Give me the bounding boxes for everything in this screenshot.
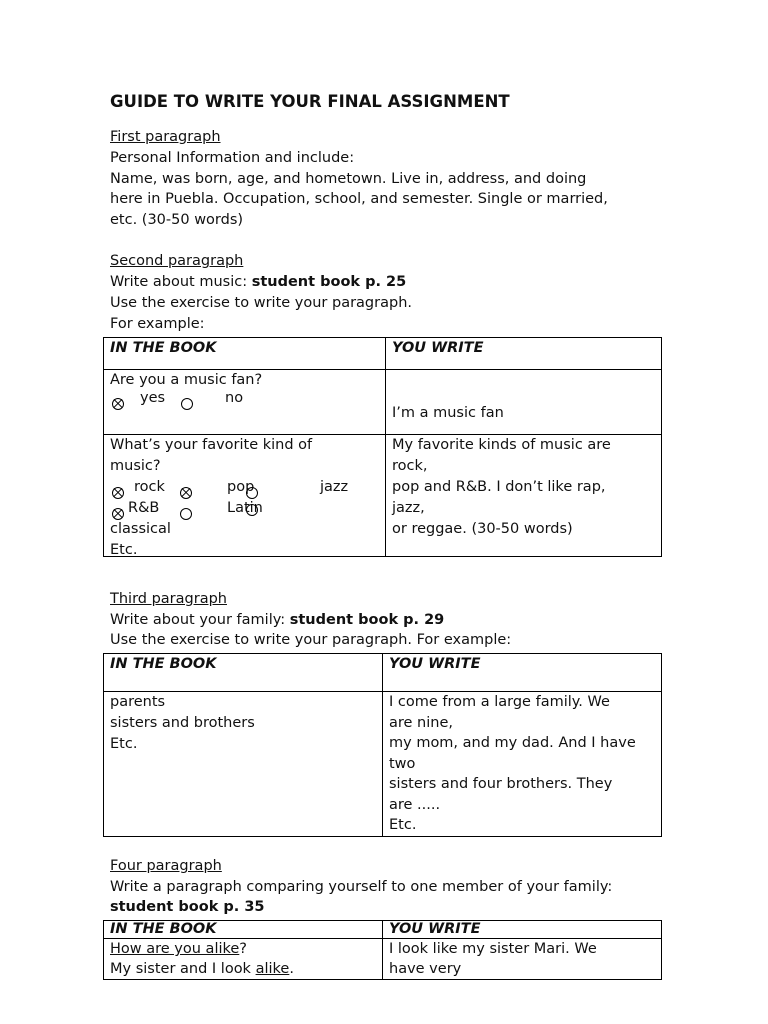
compare-book-cell (104, 939, 383, 980)
compare-table (103, 920, 662, 980)
option-jazz: jazz (320, 479, 349, 495)
p2-book-ref: student book p. 25 (251, 274, 407, 290)
music-table-header-write: YOU WRITE (386, 338, 662, 370)
option-no: no (225, 390, 244, 406)
p4-line-1: Write a paragraph comparing yourself to one member of your family: (110, 879, 613, 895)
family-answer-line: Etc. (389, 817, 417, 833)
music-answer-line: jazz, (392, 500, 425, 516)
first-paragraph-heading: First paragraph (110, 129, 221, 145)
music-answer-line: rock, (392, 458, 428, 474)
p2-line-2: Use the exercise to write your paragraph. (110, 295, 412, 311)
compare-table-header-write: YOU WRITE (383, 921, 662, 939)
option-rnb: R&B (128, 500, 160, 516)
compare-book-line-1 (110, 939, 376, 959)
family-table-header-book: IN THE BOOK (104, 654, 383, 692)
p1-line-1: Personal Information and include: (110, 150, 355, 166)
music-fan-question: Are you a music fan? (110, 372, 263, 388)
compare-answer-line: I look like my sister Mari. We (389, 941, 597, 957)
p2-line-3: For example: (110, 316, 205, 332)
page-title: GUIDE TO WRITE YOUR FINAL ASSIGNMENT (110, 92, 510, 111)
p2-line-1-text: Write about music: (110, 274, 252, 290)
compare-answer-line: have very (389, 961, 462, 977)
p1-line-3: here in Puebla. Occupation, school, and semester. Single or married, (110, 191, 608, 207)
checked-box-icon (112, 398, 124, 410)
music-table (103, 337, 662, 557)
music-answer-line: or reggae. (30-50 words) (392, 521, 573, 537)
compare-table-header-book: IN THE BOOK (104, 921, 383, 939)
family-answer-line: are nine, (389, 714, 453, 731)
checked-box-icon (112, 487, 124, 499)
family-answer-line: my mom, and my dad. And I have (389, 735, 636, 751)
music-answer-line: pop and R&B. I don’t like rap, (392, 479, 606, 495)
family-table (103, 653, 662, 837)
p1-line-2: Name, was born, age, and hometown. Live in, address, and doing (110, 171, 587, 187)
family-book-line: Etc. (110, 736, 138, 752)
family-book-cell (104, 692, 383, 837)
p3-line-2: Use the exercise to write your paragraph. For example: (110, 632, 512, 648)
compare-answer-cell (383, 939, 662, 980)
family-answer-line: sisters and four brothers. They (389, 776, 613, 792)
compare-book-line-2 (110, 959, 376, 979)
second-paragraph-heading: Second paragraph (110, 253, 244, 269)
option-rock: rock (134, 479, 165, 495)
compare-answer-prefix: My sister and I look (110, 961, 256, 977)
checked-box-icon (180, 487, 192, 499)
option-latin: Latin (227, 500, 263, 516)
fourth-paragraph-heading: Four paragraph (110, 858, 222, 874)
compare-question-text: How are you alike (110, 941, 240, 957)
family-answer-line: I come from a large family. We (389, 694, 610, 710)
compare-answer-keyword: alike (255, 961, 290, 977)
music-kind-cell (104, 435, 386, 557)
option-classical: classical (110, 521, 171, 537)
family-book-line: sisters and brothers (110, 715, 255, 731)
compare-question-mark: ? (239, 941, 247, 957)
option-yes: yes (140, 390, 166, 406)
empty-circle-icon (181, 398, 193, 410)
music-answer-line: My favorite kinds of music are (392, 437, 611, 453)
p3-line-1 (110, 610, 444, 631)
music-kind-question-2: music? (110, 458, 161, 474)
third-paragraph-heading: Third paragraph (110, 591, 227, 607)
family-answer-line: two (389, 755, 416, 772)
p4-book-ref: student book p. 35 (110, 899, 265, 915)
family-table-header-write: YOU WRITE (383, 654, 662, 692)
music-kind-question-1: What’s your favorite kind of (110, 437, 313, 453)
music-fan-cell (104, 370, 386, 435)
music-fan-answer: I’m a music fan (386, 370, 662, 435)
empty-circle-icon (246, 504, 258, 516)
music-table-header-book: IN THE BOOK (104, 338, 386, 370)
p1-line-4: etc. (30-50 words) (110, 212, 244, 228)
family-book-line: parents (110, 694, 166, 710)
compare-answer-suffix: . (289, 961, 294, 977)
option-pop: pop (227, 479, 255, 495)
music-kind-answer (386, 435, 662, 557)
family-answer-cell (383, 692, 662, 837)
p3-line-1-text: Write about your family: (110, 612, 290, 628)
empty-circle-icon (180, 508, 192, 520)
music-kind-etc: Etc. (110, 542, 138, 558)
family-answer-line: are ..... (389, 796, 441, 813)
p2-line-1 (110, 272, 406, 293)
p3-book-ref: student book p. 29 (289, 612, 445, 628)
